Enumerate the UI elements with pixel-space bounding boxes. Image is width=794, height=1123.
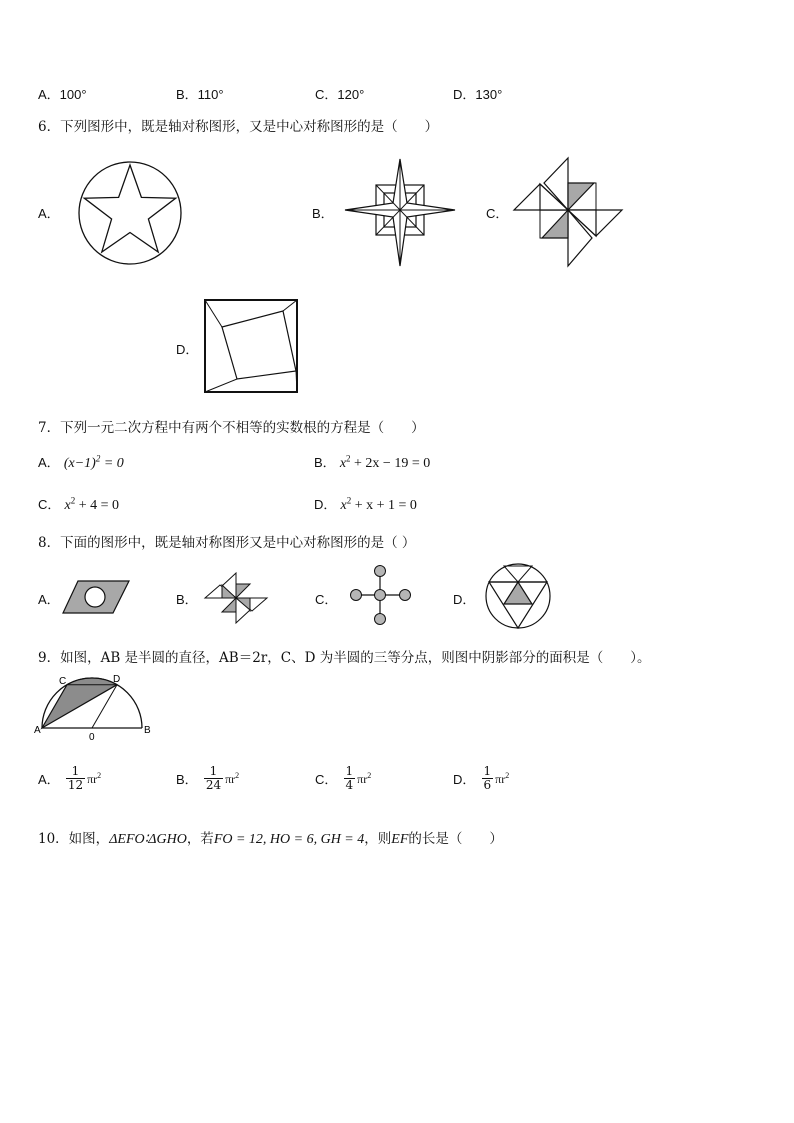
q8-label-b: B． (176, 592, 198, 607)
q9-option-c: C． $\frac{1}{4}$ $\pi r^2$ (315, 764, 372, 792)
q8-label-c: C． (315, 592, 338, 607)
q6-stem: 6．下列图形中，既是轴对称图形，又是中心对称图形的是（ ） (38, 119, 439, 135)
q6-figure-b (344, 158, 456, 268)
q8-figure-c (348, 564, 414, 630)
q5-option-d: D．130° (453, 87, 503, 102)
q7-stem: 7．下列一元二次方程中有两个不相等的实数根的方程是（ ） (38, 420, 425, 436)
q9-figure (34, 674, 156, 743)
q5-option-a: A．100° (38, 87, 87, 102)
q8-stem: 8．下面的图形中，既是轴对称图形又是中心对称图形的是（ ） (38, 535, 416, 551)
q6-label-a: A． (38, 206, 60, 221)
q5-option-c: C．120° (315, 87, 365, 102)
q8-figure-a (62, 580, 130, 614)
q6-label-c: C． (486, 206, 509, 221)
q9-point-c: C (59, 676, 67, 687)
q6-label-b: B． (312, 206, 334, 221)
q9-point-o: 0 (89, 732, 95, 743)
q9-stem: 9．如图，AB 是半圆的直径，AB＝2r，C、D 为半圆的三等分点，则图中阴影部分的面积是（ ）。 (38, 650, 651, 666)
q9-point-a: A (34, 725, 41, 736)
q7-option-d: D． $x^2 + x + 1 = 0$ (314, 495, 417, 513)
q10-stem: 10．如图，ΔEFO∶ΔGHO，若FO = 12, HO = 6, GH = 4，则EF的长是（ ） (38, 831, 503, 847)
q7-option-b: B． $x^2 + 2x - 19 = 0$ (314, 453, 431, 471)
q8-label-a: A． (38, 592, 60, 607)
q6-label-d: D． (176, 342, 199, 357)
q5-option-b: B．110° (176, 87, 224, 102)
q6-figure-d (204, 299, 298, 393)
q7-option-a: A． $(x-1)^2 = 0$ (38, 453, 124, 471)
q6-figure-a (78, 160, 182, 266)
q9-option-a: A． $\frac{1}{12}$ $\pi r^2$ (38, 764, 102, 792)
q8-label-d: D． (453, 592, 476, 607)
q9-point-b: B (144, 725, 151, 736)
q6-figure-c (512, 158, 624, 268)
q8-figure-d (484, 562, 552, 630)
q7-option-c: C． $x^2 + 4 = 0$ (38, 495, 120, 513)
q9-option-b: B． $\frac{1}{24}$ $\pi r^2$ (176, 764, 240, 792)
q9-point-d: D (113, 674, 121, 685)
q8-figure-b (204, 572, 268, 624)
q9-option-d: D． $\frac{1}{6}$ $\pi r^2$ (453, 764, 510, 792)
